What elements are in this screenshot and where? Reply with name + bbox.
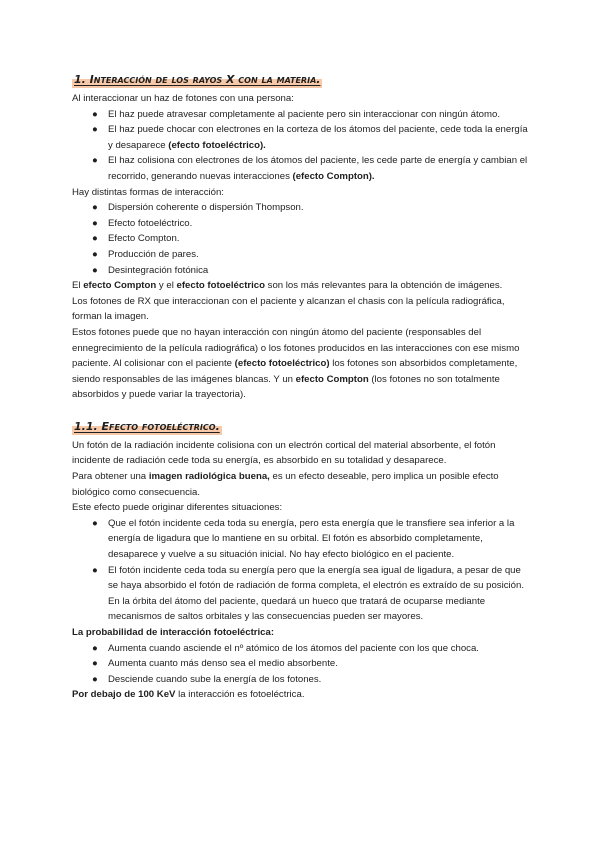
bullet-icon: ● [92,217,98,229]
probability-list [72,641,528,688]
bullet-icon: ● [92,124,98,136]
forms-list [72,200,528,278]
bullet-icon: ● [92,155,98,167]
bullet-icon: ● [92,517,98,529]
list-item: ● Desintegración fotónica [108,263,528,279]
situations-list [72,516,528,625]
list-item: ● Desciende cuando sube la energía de los fotones. [108,672,528,688]
section-heading-1: 1. Interacción de los rayos X con la materia. [74,73,321,86]
list-item: ● El haz puede atravesar completamente al paciente pero sin interaccionar con ningún átomo. [108,107,528,123]
list-item: ● El haz puede chocar con electrones en la corteza de los átomos del paciente, cede toda la energía y desaparece (efecto fotoeléctrico). [92,124,528,151]
list-item: ● Aumenta cuando asciende el nº atómico de los átomos del paciente con los que choca. [108,641,528,657]
list-item: ● Efecto fotoeléctrico. [108,216,528,232]
bullet-icon: ● [92,673,98,685]
bullet-icon: ● [92,658,98,670]
paragraph: Por debajo de 100 KeV la interacción es fotoeléctrica. [72,689,305,701]
list-item: ● Que el fotón incidente ceda toda su energía, pero esta energía que le transfiere sea inferior a la energía de ligadura que lo mantiene en su orbital. El fotón es absorbido completamente, desaparece y vuelve a su situación inicial. No hay efecto biológico en el paciente. [92,517,515,561]
probability-title: La probabilidad de interacción fotoeléctrica: [72,627,275,638]
list-item: ● El haz colisiona con electrones de los átomos del paciente, les cede parte de energía y cambian el recorrido, generando nuevas interacciones (efecto Compton). [92,155,528,182]
list-item: ● Aumenta cuanto más denso sea el medio absorbente. [108,656,528,672]
list-item: ● Dispersión coherente o dispersión Thompson. [108,200,528,216]
list-item: ● El fotón incidente ceda toda su energía pero que la energía sea igual de ligadura, a pesar de que se haya absorbido el fotón de radiación de forma completa, el electrón es extraído de su posición. En la órbita del átomo del paciente, quedará un hueco que tratará de ocuparse mediante mecanismos de saltos orbitales y las consecuencias pueden ser mayores. [92,564,524,623]
bullet-icon: ● [92,642,98,654]
paragraph: Este efecto puede originar diferentes situaciones: [72,502,283,514]
bullet-icon: ● [92,248,98,260]
spacer [72,403,528,417]
bullet-icon: ● [92,202,98,214]
bullet-icon: ● [92,264,98,276]
forms-intro: Hay distintas formas de interacción: [72,186,224,198]
paragraph: Los fotones de RX que interaccionan con el paciente y alcanzan el chasis con la película radiográfica, forman la imagen. [72,295,505,323]
bullet-icon: ● [92,108,98,120]
paragraph: Estos fotones puede que no hayan interacción con ningún átomo del paciente (responsables del ennegrecimiento de la película radiográfica) o los fotones producidos en las interacciones con ese mismo paciente. Al colisionar con el paciente (efecto fotoeléctrico) los fotones son absorbidos completamente, siendo responsables de las imágenes blancas. Y un efecto Compton (los fotones no son totalmente absorbidos y puede variar la trayectoria). [72,326,520,401]
list-item: ● Producción de pares. [108,247,528,263]
paragraph: Un fotón de la radiación incidente colisiona con un electrón cortical del material absorbente, el fotón incidente de radiación cede toda su energía, es absorbido en su totalidad y desaparece. [72,439,496,467]
paragraph: El efecto Compton y el efecto fotoeléctrico son los más relevantes para la obtención de imágenes. [72,280,503,292]
paragraph: Para obtener una imagen radiológica buena, es un efecto deseable, pero implica un posible efecto biológico como consecuencia. [72,471,499,498]
bullet-icon: ● [92,564,98,576]
intro-text: Al interaccionar un haz de fotones con una persona: [72,93,294,104]
bullet-icon: ● [92,233,98,245]
list-item: ● Efecto Compton. [108,231,528,247]
section-heading-2: 1.1. Efecto fotoeléctrico. [74,419,220,433]
interaction-list [72,107,528,185]
